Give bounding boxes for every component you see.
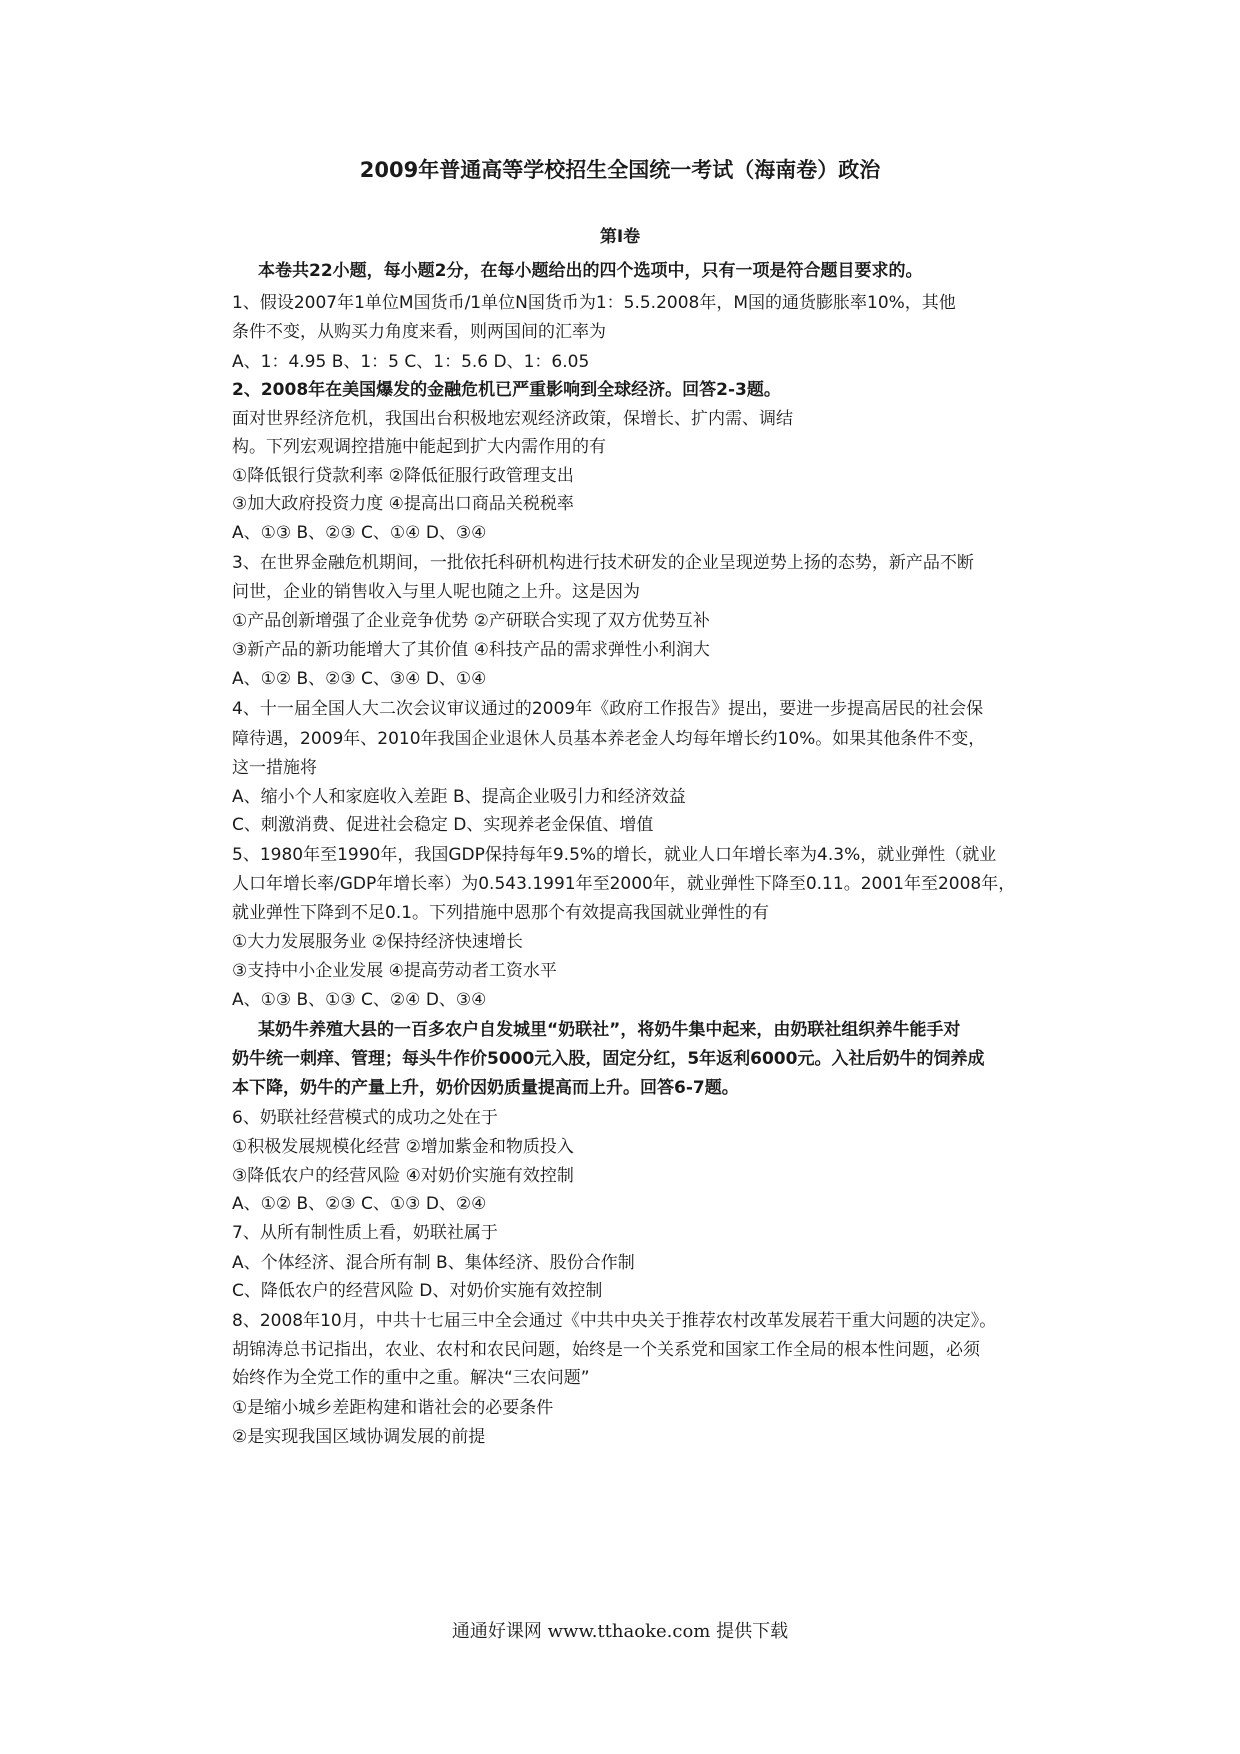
text-line: ②是实现我国区域协调发展的前提: [232, 1427, 486, 1447]
text-line: 某奶牛养殖大县的一百多农户自发城里“奶联社”，将奶牛集中起来，由奶联社组织养牛能手对: [258, 1020, 961, 1040]
text-line: ①是缩小城乡差距构建和谐社会的必要条件: [232, 1398, 554, 1418]
text-line: 就业弹性下降到不足0.1。下列措施中恩那个有效提高我国就业弹性的有: [232, 903, 770, 923]
text-line: 问世，企业的销售收入与里人呢也随之上升。这是因为: [232, 582, 640, 602]
text-line: ①产品创新增强了企业竞争优势 ②产研联合实现了双方优势互补: [232, 611, 710, 631]
text-line: C、降低农户的经营风险 D、对奶价实施有效控制: [232, 1281, 603, 1301]
text-line: 4、十一届全国人大二次会议审议通过的2009年《政府工作报告》提出，要进一步提高居民的社会保: [232, 699, 984, 719]
text-line: A、1：4.95 B、1：5 C、1：5.6 D、1：6.05: [232, 352, 590, 372]
text-line: ①积极发展规模化经营 ②增加紫金和物质投入: [232, 1137, 574, 1157]
text-line: 奶牛统一刺痒、管理；每头牛作价5000元入股，固定分红，5年返利6000元。入社后奶牛的饲养成: [232, 1049, 985, 1069]
text-line: A、①③ B、①③ C、②④ D、③④: [232, 990, 487, 1010]
text-line: 7、从所有制性质上看，奶联社属于: [232, 1223, 498, 1243]
text-line: ③支持中小企业发展 ④提高劳动者工资水平: [232, 961, 557, 981]
text-line: 8、2008年10月，中共十七届三中全会通过《中共中央关于推荐农村改革发展若干重大问题的决定》。: [232, 1311, 997, 1331]
text-line: 始终作为全党工作的重中之重。解决“三农问题”: [232, 1368, 590, 1388]
text-line: 2、2008年在美国爆发的金融危机已严重影响到全球经济。回答2-3题。: [232, 380, 781, 400]
text-line: 6、奶联社经营模式的成功之处在于: [232, 1108, 498, 1128]
text-line: ③加大政府投资力度 ④提高出口商品关税税率: [232, 494, 574, 514]
text-line: 3、在世界金融危机期间，一批依托科研机构进行技术研发的企业呈现逆势上扬的态势，新产品不断: [232, 553, 974, 573]
text-line: 构。下列宏观调控措施中能起到扩大内需作用的有: [232, 437, 606, 457]
text-line: ①降低银行贷款利率 ②降低征服行政管理支出: [232, 466, 574, 486]
text-line: 本卷共22小题，每小题2分，在每小题给出的四个选项中，只有一项是符合题目要求的。: [258, 261, 923, 281]
text-line: ③新产品的新功能增大了其价值 ④科技产品的需求弹性小利润大: [232, 640, 710, 660]
text-line: 这一措施将: [232, 758, 317, 778]
text-line: 面对世界经济危机，我国出台积极地宏观经济政策，保增长、扩内需、调结: [232, 409, 793, 429]
text-line: A、个体经济、混合所有制 B、集体经济、股份合作制: [232, 1253, 635, 1273]
text-line: 障待遇，2009年、2010年我国企业退休人员基本养老金人均每年增长约10%。如果其他条件不变，: [232, 729, 986, 749]
text-line: A、①② B、②③ C、①③ D、②④: [232, 1194, 487, 1214]
text-line: 5、1980年至1990年，我国GDP保持每年9.5%的增长，就业人口年增长率为4.3%，就业弹性（就业: [232, 845, 997, 865]
text-line: A、①③ B、②③ C、①④ D、③④: [232, 523, 487, 543]
text-line: 条件不变，从购买力角度来看，则两国间的汇率为: [232, 322, 606, 342]
volume-heading: 第Ⅰ卷: [599, 227, 641, 247]
page-footer: 通通好课网 www.tthaoke.com 提供下载: [451, 1621, 789, 1642]
text-line: 1、假设2007年1单位M国货币/1单位N国货币为1：5.5.2008年，M国的通货膨胀率10%，其他: [232, 293, 956, 313]
text-line: 胡锦涛总书记指出，农业、农村和农民问题，始终是一个关系党和国家工作全局的根本性问题，必须: [232, 1340, 980, 1360]
text-line: ①大力发展服务业 ②保持经济快速增长: [232, 932, 523, 952]
text-line: 人口年增长率/GDP年增长率）为0.543.1991年至2000年，就业弹性下降至0.11。2001年至2008年，: [232, 874, 1016, 894]
page-title: 2009年普通高等学校招生全国统一考试（海南卷）政治: [359, 158, 881, 182]
text-line: ③降低农户的经营风险 ④对奶价实施有效控制: [232, 1166, 574, 1186]
text-line: C、刺激消费、促进社会稳定 D、实现养老金保值、增值: [232, 815, 654, 835]
text-line: 本下降，奶牛的产量上升，奶价因奶质量提高而上升。回答6-7题。: [232, 1078, 739, 1098]
text-line: A、缩小个人和家庭收入差距 B、提高企业吸引力和经济效益: [232, 787, 686, 807]
text-line: A、①② B、②③ C、③④ D、①④: [232, 669, 487, 689]
